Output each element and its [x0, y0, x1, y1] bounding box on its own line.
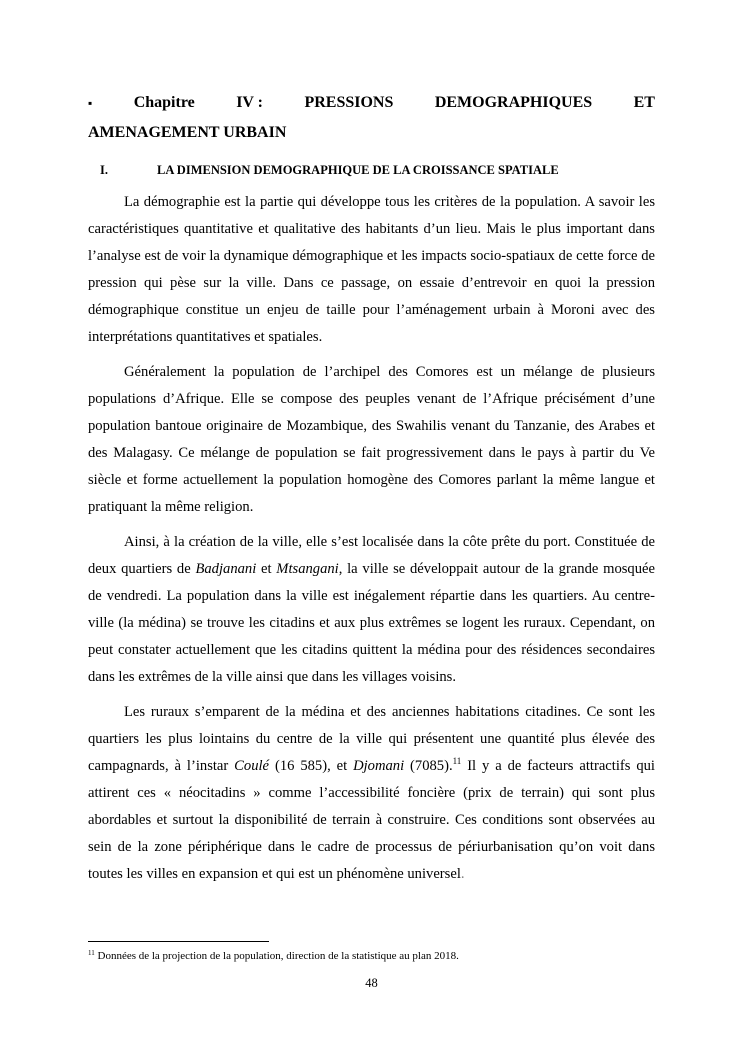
paragraph-text: Ainsi, à la création de la ville, elle s’est localisée dans la côte prête du port. Constituée de deux quartiers de [88, 534, 655, 577]
footnote-number: 11 [88, 949, 95, 957]
footnote-separator [88, 941, 269, 942]
paragraph-text: Les ruraux s’emparent de la médina et des anciennes habitations citadines. Ce sont les quartiers les plus lointains du centre de la ville qui présentent une quantité plus élevée des campagnards, à l’instar [88, 704, 655, 774]
paragraph-text: (7085). [404, 758, 453, 774]
paragraph [88, 699, 655, 888]
chapter-word: IV : [236, 94, 264, 111]
paragraph-text: , la ville se développait autour de la grande mosquée de vendredi. La population dans la ville est inégalement répartie dans les quartiers. Au centre-ville (la médina) se trouve les citadins et aux plus extrêmes se logent les ruraux. Cependant, on peut constater actuellement que les citadins quittent la médina pour des résidences secondaires dans les extrêmes de la ville ainsi que dans les villages voisins. [88, 561, 655, 685]
section-number: I. [100, 163, 108, 177]
place-name: Badjanani [195, 561, 257, 577]
chapter-heading-line-2: AMENAGEMENT URBAIN [88, 124, 287, 141]
paragraph-text: Il y a de facteurs attractifs qui attirent ces « néocitadins » comme l’accessibilité foncière (prix de terrain) qui sont plus abordables et surtout la disponibilité de terrain à construire. Ces conditions sont observées au sein de la zone périphérique dans le cadre de processus de périurbanisation qu’on voit dans toutes les villes en expansion et qui est un phénomène universel [88, 758, 655, 882]
place-name: Mtsangani [276, 561, 339, 577]
footnote-text: Données de la projection de la population, direction de la statistique au plan 2018. [94, 950, 459, 962]
paragraph: Généralement la population de l’archipel des Comores est un mélange de plusieurs populations d’Afrique. Elle se compose des peuples venant de l’Afrique précisément d’une population bantoue originaire de Mozambique, des Swahilis venant du Tanzanie, des Arabes et des Malagasy. Ce mélange de population se fait progressivement dans le pays à partir du Ve siècle et forme actuellement la population homogène des Comores parlant la même langue et pratiquant la même religion. [88, 364, 655, 515]
paragraph-text: (16 585), et [269, 758, 354, 774]
section-title: LA DIMENSION DEMOGRAPHIQUE DE LA CROISSANCE SPATIALE [157, 163, 559, 177]
paragraph-end-period: . [460, 866, 465, 882]
footnote-reference[interactable]: 11 [452, 756, 462, 766]
chapter-word: Chapitre [133, 94, 195, 111]
section-heading [100, 163, 660, 178]
footnote [88, 949, 655, 963]
paragraph: La démographie est la partie qui développe tous les critères de la population. A savoir les caractéristiques quantitative et qualitative des habitants d’un lieu. Mais le plus important dans l’analyse est de voir la dynamique démographique et les impacts socio-spatiaux de cette force de pression qui pèse sur la ville. Dans ce passage, on essaie d’entrevoir en quoi la pression démographique constitue un enjeu de taille pour l’aménagement urbain à Moroni avec des interprétations quantitatives et spatiales. [88, 194, 655, 345]
chapter-word: ET [633, 94, 655, 111]
page-number: 48 [365, 976, 378, 990]
paragraph-text: et [256, 561, 277, 577]
paragraph [88, 529, 655, 691]
place-name: Coulé [234, 758, 270, 774]
chapter-word: PRESSIONS [304, 94, 394, 111]
chapter-heading [88, 88, 655, 148]
chapter-heading-line-1 [88, 88, 655, 118]
bullet-icon: ▪ [88, 96, 93, 110]
chapter-word: DEMOGRAPHIQUES [434, 94, 593, 111]
body-text [88, 189, 655, 896]
place-name: Djomani [353, 758, 405, 774]
